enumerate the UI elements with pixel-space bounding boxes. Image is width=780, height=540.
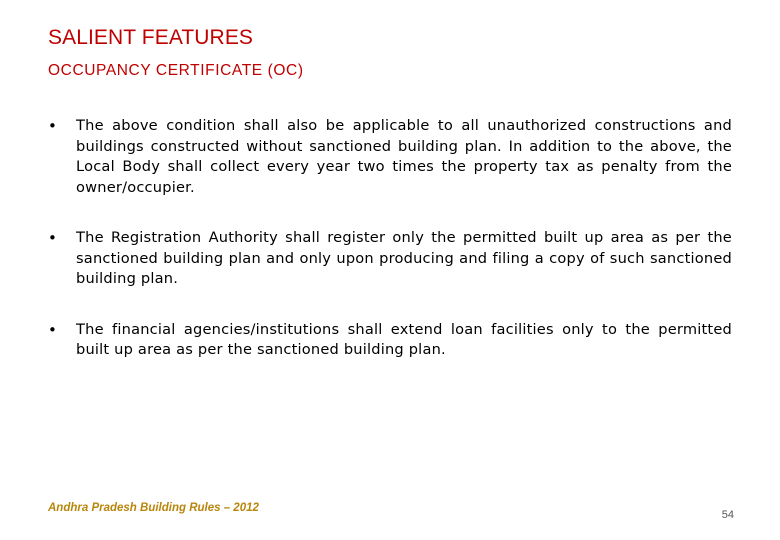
bullet-marker: • [48, 229, 57, 247]
bullet-list [48, 116, 732, 391]
bullet-marker: • [48, 117, 57, 135]
bullet-marker: • [48, 320, 57, 339]
bullet-item [48, 228, 732, 290]
bullet-item [48, 320, 732, 361]
page-number: 54 [721, 509, 734, 521]
footer-source: Andhra Pradesh Building Rules – 2012 [48, 502, 259, 514]
bullet-text: The Registration Authority shall register only the permitted built up area as per the sanctioned building plan and only upon producing and filing a copy of such sanctioned building plan. [76, 229, 732, 287]
slide-subtitle: OCCUPANCY CERTIFICATE (OC) [48, 62, 304, 79]
slide-title: SALIENT FEATURES [48, 26, 254, 49]
bullet-text: The above condition shall also be applicable to all unauthorized constructions and buildings constructed without sanctioned building plan. In addition to the above, the Local Body shall collect every year two times the property tax as penalty from the owner/occupier. [76, 117, 732, 196]
bullet-text: The financial agencies/institutions shall extend loan facilities only to the permitted built up area as per the sanctioned building plan. [76, 320, 732, 358]
bullet-item [48, 116, 732, 198]
